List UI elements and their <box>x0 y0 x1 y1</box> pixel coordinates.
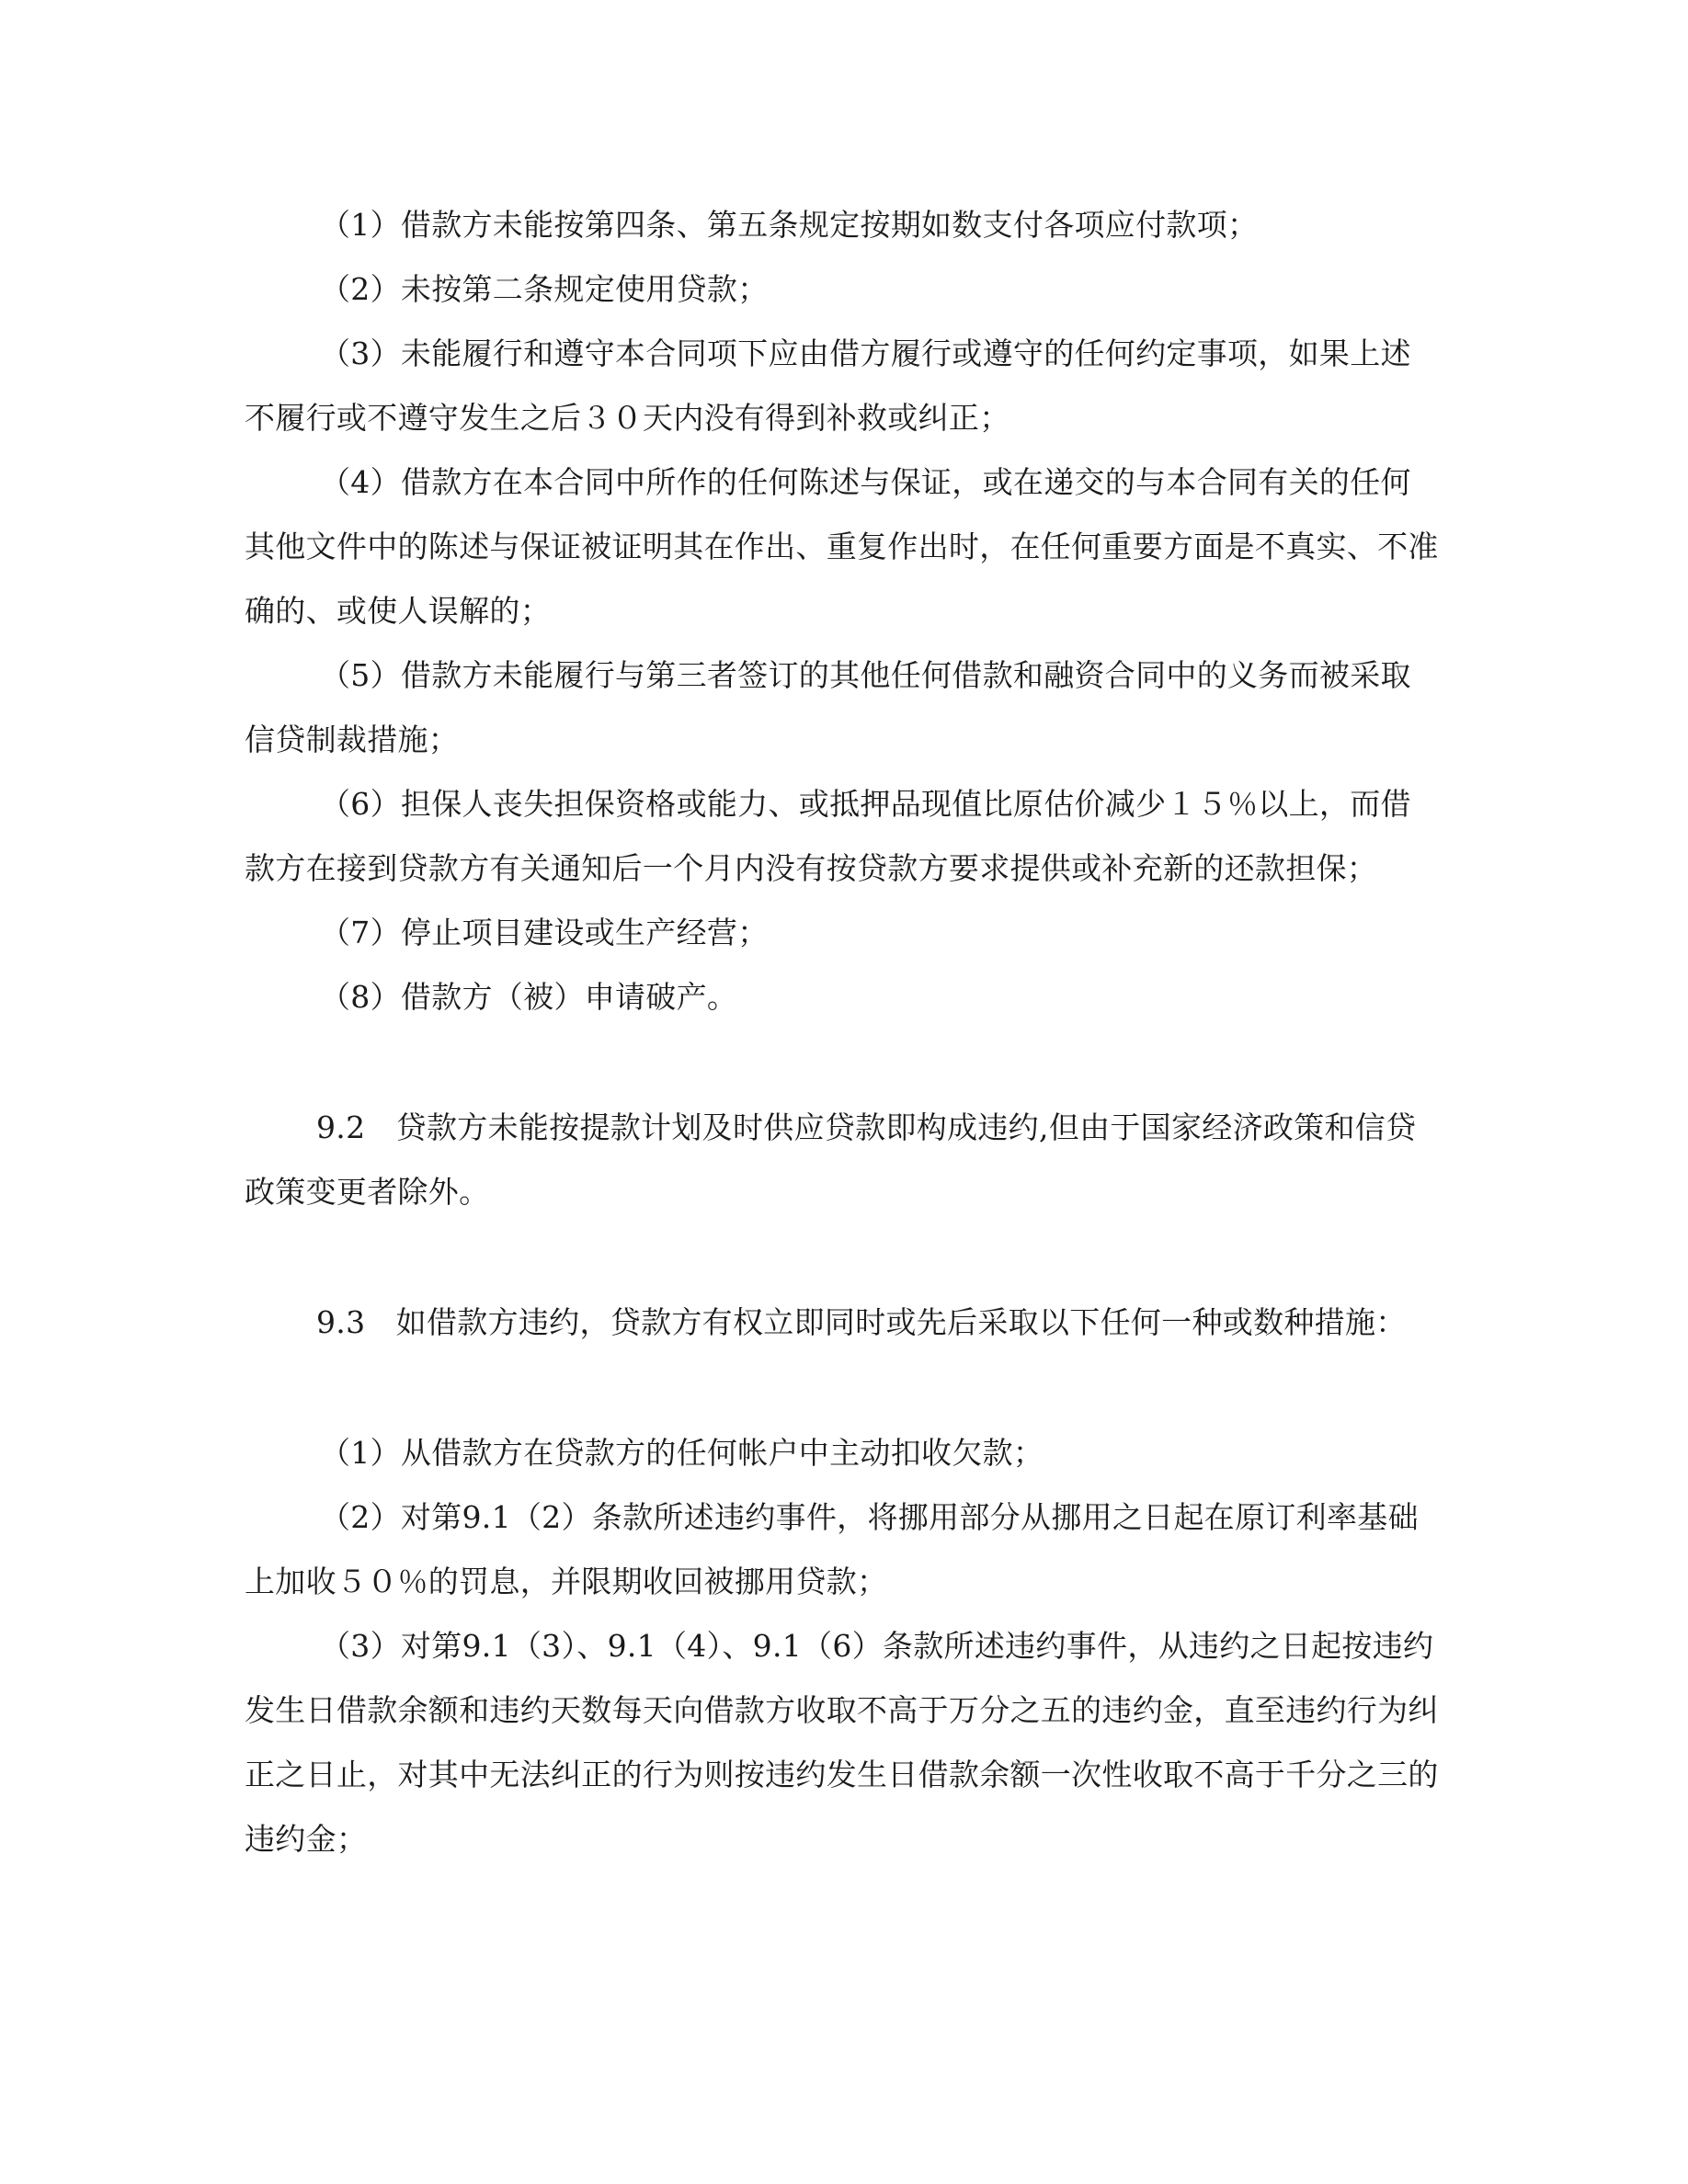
default-event-item: （5）借款方未能履行与第三者签订的其他任何借款和融资合同中的义务而被采取信贷制裁措施； <box>245 657 1411 757</box>
document-body <box>245 193 1440 1871</box>
default-event-item: （8）借款方（被）申请破产。 <box>320 979 738 1015</box>
default-event-item: （2）未按第二条规定使用贷款； <box>320 271 769 307</box>
spacer <box>245 1224 1440 1291</box>
clause-9-2: 9.2 贷款方未能按提款计划及时供应贷款即构成违约,但由于国家经济政策和信贷政策变更者除外。 <box>245 1109 1417 1210</box>
default-event-item: （6）担保人丧失担保资格或能力、或抵押品现值比原估价减少１５％以上，而借款方在接到贷款方有关通知后一个月内没有按贷款方要求提供或补充新的还款担保； <box>245 786 1411 886</box>
remedy-item: （2）对第9.1（2）条款所述违约事件，将挪用部分从挪用之日起在原订利率基础上加收５０％的罚息，并限期收回被挪用贷款； <box>245 1499 1419 1599</box>
spacer <box>245 1029 1440 1096</box>
remedy-item: （3）对第9.1（3）、9.1（4）、9.1（6）条款所述违约事件，从违约之日起按违约发生日借款余额和违约天数每天向借款方收取不高于万分之五的违约金，直至违约行为纠正之日止，对其中无法纠正的行为则按违约发生日借款余额一次性收取不高于千分之三的违约金； <box>245 1628 1439 1857</box>
default-event-item: （7）停止项目建设或生产经营； <box>320 915 769 950</box>
remedies-list <box>245 1421 1440 1871</box>
default-event-item: （4）借款方在本合同中所作的任何陈述与保证，或在递交的与本合同有关的任何其他文件中的陈述与保证被证明其在作出、重复作出时，在任何重要方面是不真实、不准确的、或使人误解的； <box>245 464 1439 629</box>
default-events-list <box>245 193 1440 1029</box>
default-event-item: （1）借款方未能按第四条、第五条规定按期如数支付各项应付款项； <box>320 207 1259 243</box>
default-event-item: （3）未能履行和遵守本合同项下应由借方履行或遵守的任何约定事项，如果上述不履行或不遵守发生之后３０天内没有得到补救或纠正； <box>245 336 1411 436</box>
remedy-item: （1）从借款方在贷款方的任何帐户中主动扣收欠款； <box>320 1435 1044 1471</box>
spacer <box>245 1355 1440 1421</box>
clause-9-3: 9.3 如借款方违约，贷款方有权立即同时或先后采取以下任何一种或数种措施： <box>316 1304 1407 1340</box>
